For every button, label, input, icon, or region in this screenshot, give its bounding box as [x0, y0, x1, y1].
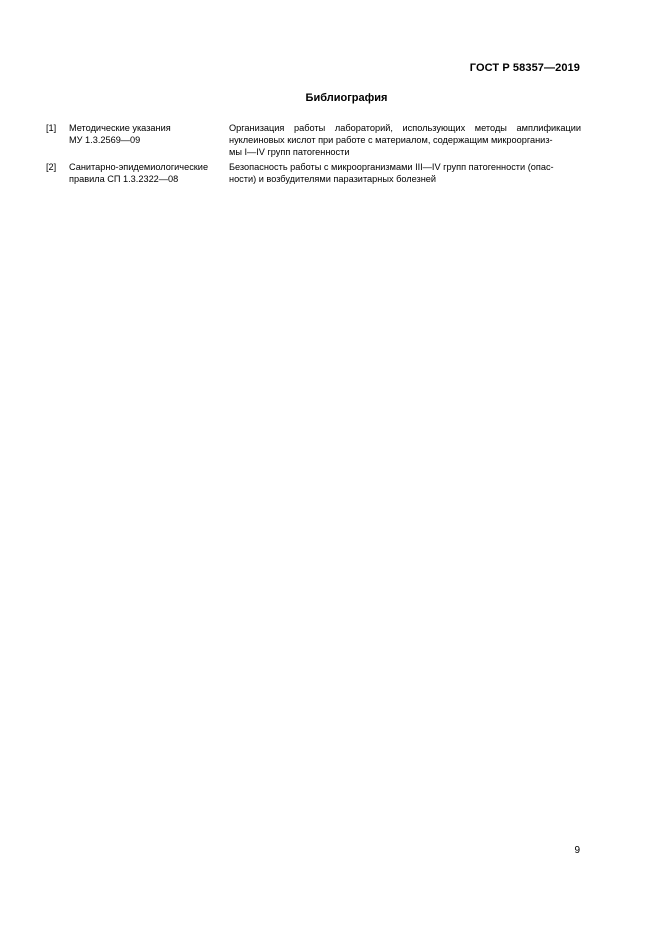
- entry-source: Методические указания МУ 1.3.2569—09: [69, 123, 171, 145]
- entry-number: [1]: [46, 123, 57, 133]
- page-title: Библиография: [305, 92, 388, 104]
- entry-description: Организация работы лабораторий, использующих методы амплификации нуклеиновых кислот при работе с материалом, содержащим микроорганиз- мы I—IV групп патогенности: [229, 123, 581, 157]
- entry-source: Санитарно-эпидемиологические правила СП 1.3.2322—08: [69, 162, 209, 184]
- page-number: 9: [574, 845, 580, 856]
- entry-number: [2]: [46, 162, 57, 172]
- entry-description: Безопасность работы с микроорганизмами III—IV групп патогенности (опас- ности) и возбудителями паразитарных болезней: [229, 162, 554, 184]
- bibliography-list: [46, 122, 581, 188]
- bibliography-entry: [46, 122, 581, 158]
- bibliography-entry: [46, 161, 581, 185]
- standard-code: ГОСТ Р 58357—2019: [469, 62, 580, 74]
